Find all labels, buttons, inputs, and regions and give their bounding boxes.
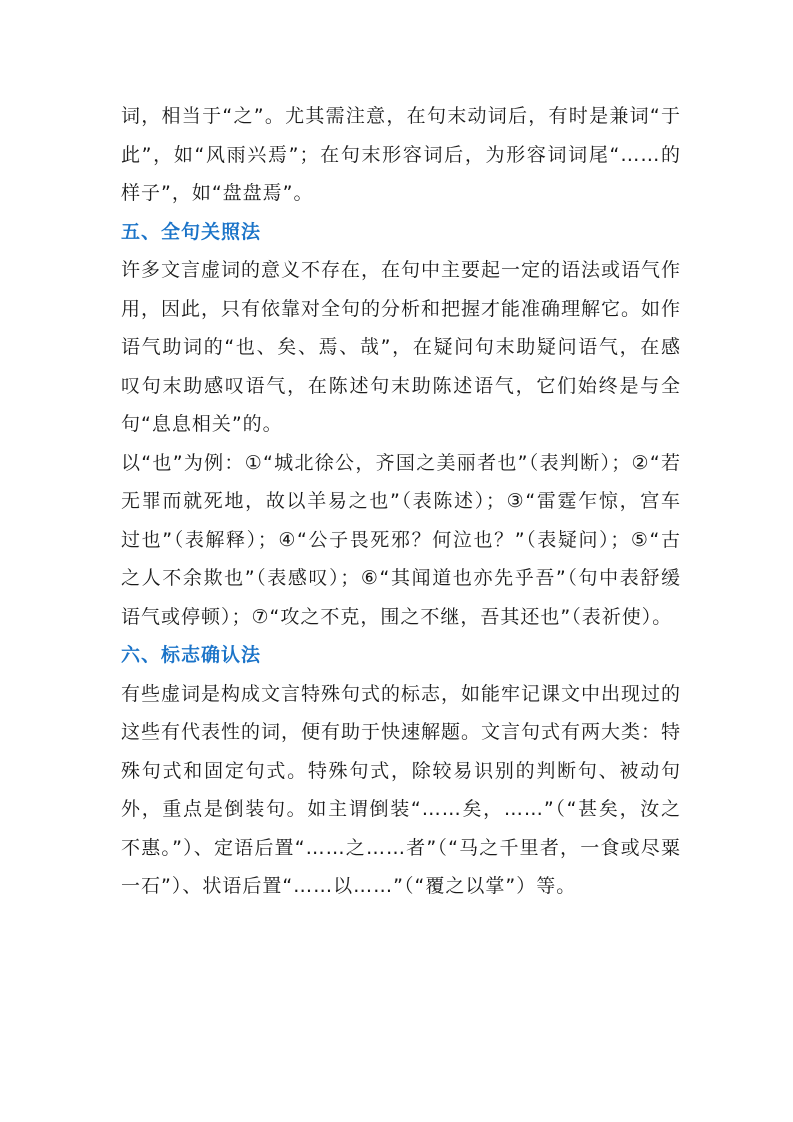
paragraph-section5-examples: 以“也”为例：①“城北徐公，齐国之美丽者也”（表判断）；②“若无罪而就死地，故以羊易之也”（表陈述）；③“雷霆乍惊，宫车过也”（表解释）；④“公子畏死邪？何泣也？”（表疑问）；⑤“古之人不余欺也”（表感叹）；⑥“其闻道也亦先乎吾”（句中表舒缓语气或停顿）；⑦“攻之不克，围之不继，吾其还也”（表祈使）。 bbox=[121, 451, 681, 628]
section-heading-6: 六、标志确认法 bbox=[121, 644, 262, 666]
section-heading-5: 五、全句关照法 bbox=[121, 220, 262, 243]
document-page bbox=[121, 97, 681, 906]
paragraph-section5-intro: 许多文言虚词的意义不存在，在句中主要起一定的语法或语气作用，因此，只有依靠对全句的分析和把握才能准确理解它。如作语气助词的“也、矣、焉、哉”，在疑问句末助疑问语气，在感叹句末助感叹语气，在陈述句末助陈述语气，它们始终是与全句“息息相关”的。 bbox=[121, 259, 682, 435]
paragraph-section6-body: 有些虚词是构成文言特殊句式的标志，如能牢记课文中出现过的这些有代表性的词，便有助于快速解题。文言句式有两大类：特殊句式和固定句式。特殊句式，除较易识别的判断句、被动句外，重点是倒装句。如主谓倒装“……矣，……”（“甚矣，汝之不惠。”）、定语后置“……之……者”（“马之千里者，一食或尽粟一石”）、状语后置“……以……”（“覆之以掌”）等。 bbox=[121, 682, 682, 897]
paragraph-continued: 词，相当于“之”。尤其需注意，在句末动词后，有时是兼词“于此”，如“风雨兴焉”；在句末形容词后，为形容词词尾“……的样子”，如“盘盘焉”。 bbox=[121, 105, 681, 204]
